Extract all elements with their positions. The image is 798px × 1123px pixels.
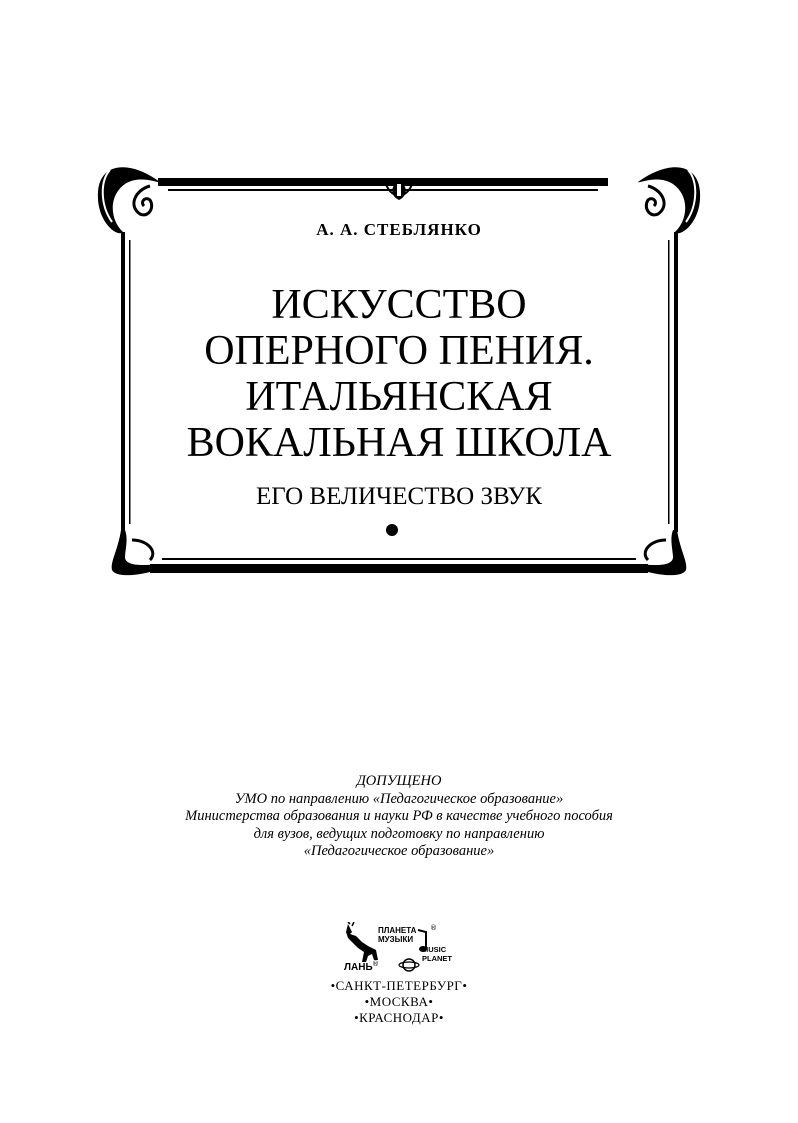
- planeta-muzyki-label: [378, 926, 416, 944]
- music-line: MUSIC: [422, 945, 447, 954]
- title-line: ИСКУССТВО: [271, 282, 527, 328]
- approval-stamp: [0, 773, 798, 861]
- music-planet-label: [422, 946, 452, 963]
- publisher-cities: [0, 978, 798, 1026]
- city: •КРАСНОДАР•: [354, 1010, 444, 1025]
- book-title: [0, 282, 798, 466]
- author-name: А. А. СТЕБЛЯНКО: [316, 220, 482, 239]
- city: •МОСКВА•: [364, 994, 434, 1009]
- planeta-line: ПЛАНЕТА: [378, 926, 417, 935]
- bullet-dot: [386, 524, 398, 536]
- muzyki-line: МУЗЫКИ: [378, 935, 414, 944]
- registered-mark: ®: [372, 960, 379, 968]
- title-line: ВОКАЛЬНАЯ ШКОЛА: [186, 420, 612, 466]
- bottom-left-ornament: [112, 530, 160, 575]
- city: •САНКТ-ПЕТЕРБУРГ•: [330, 978, 468, 993]
- book-subtitle: ЕГО ВЕЛИЧЕСТВО ЗВУК: [255, 483, 543, 510]
- title-line: ОПЕРНОГО ПЕНИЯ.: [204, 328, 594, 374]
- approval-line: УМО по направлению «Педагогическое образование»: [234, 790, 564, 807]
- approval-heading: ДОПУЩЕНО: [356, 773, 442, 789]
- title-line: ИТАЛЬЯНСКАЯ: [245, 374, 553, 420]
- planet-icon: [398, 956, 420, 974]
- publisher-logo: [330, 922, 470, 978]
- approval-line: Министерства образования и науки РФ в качестве учебного пособия: [185, 808, 613, 824]
- bottom-right-ornament: [638, 530, 686, 575]
- planet-line: PLANET: [422, 953, 452, 963]
- approval-line: для вузов, ведущих подготовку по направлению: [253, 825, 545, 842]
- lan-label: ЛАНЬ: [344, 962, 373, 973]
- registered-mark-2: ®: [430, 924, 437, 932]
- approval-line: «Педагогическое образование»: [303, 843, 495, 859]
